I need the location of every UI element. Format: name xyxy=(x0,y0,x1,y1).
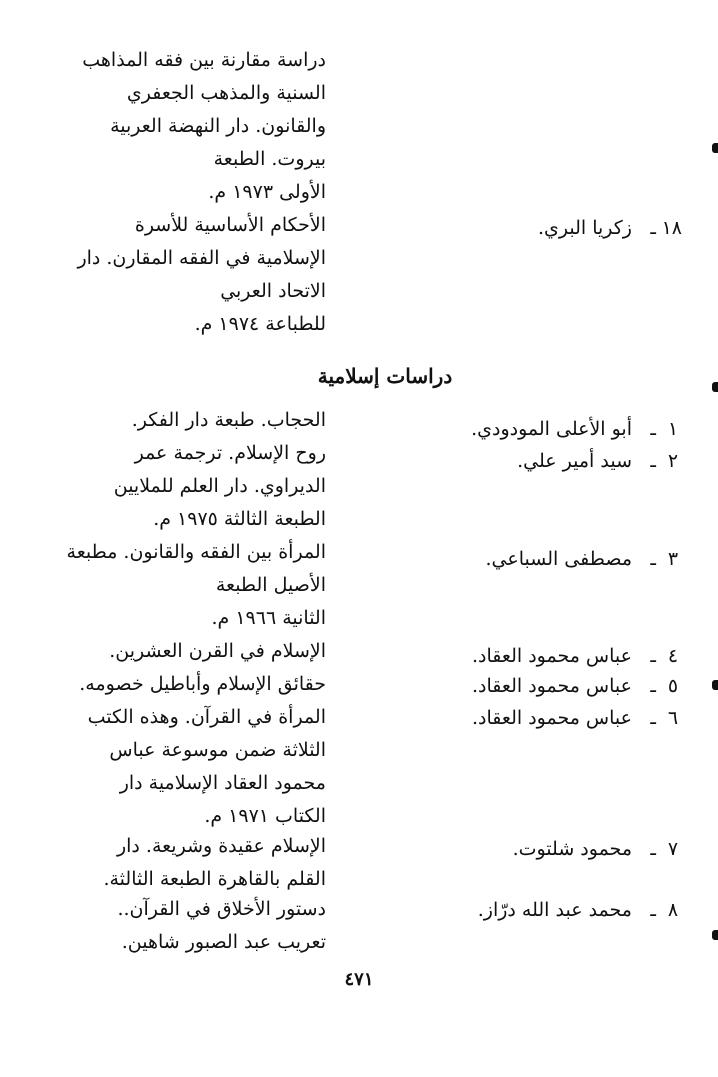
entry-number: ٢ xyxy=(667,450,679,472)
entry-number: ٦ xyxy=(667,707,679,729)
work-line: القلم بالقاهرة الطبعة الثالثة. xyxy=(103,868,326,890)
entry-number: ٤ xyxy=(667,645,679,667)
entry-author: عباس محمود العقاد. xyxy=(472,707,632,729)
work-line: الأصيل الطبعة xyxy=(215,574,326,596)
work-line: تعريب عبد الصبور شاهين. xyxy=(121,931,326,953)
work-line: دراسة مقارنة بين فقه المذاهب xyxy=(82,49,326,71)
entry-author: محمود شلتوت. xyxy=(512,838,632,860)
entry-number: ٣ xyxy=(667,548,679,570)
entry-dash: ـ xyxy=(650,450,656,472)
scan-edge-mark xyxy=(712,680,718,690)
work-line: السنية والمذهب الجعفري xyxy=(126,82,326,104)
entry-author: مصطفى السباعي. xyxy=(485,548,632,570)
work-line: الكتاب ١٩٧١ م. xyxy=(204,805,326,827)
work-line: المرأة بين الفقه والقانون. مطبعة xyxy=(66,541,326,563)
work-line: للطباعة ١٩٧٤ م. xyxy=(194,313,326,335)
work-line: محمود العقاد الإسلامية دار xyxy=(119,772,326,794)
entry-number: ٨ xyxy=(667,899,679,921)
scan-edge-mark xyxy=(712,930,718,940)
work-line: الثانية ١٩٦٦ م. xyxy=(211,607,326,629)
work-line: الإسلام في القرن العشرين. xyxy=(109,640,326,662)
work-line: الإسلامية في الفقه المقارن. دار xyxy=(77,247,326,269)
entry-3-works xyxy=(66,536,326,635)
entry-1-works xyxy=(86,404,326,437)
entry-author: محمد عبد الله درّاز. xyxy=(477,899,632,921)
entry-dash: ـ xyxy=(650,645,656,667)
page-number: ٤٧١ xyxy=(344,969,374,990)
work-line: الاتحاد العربي xyxy=(220,280,326,302)
work-line: والقانون. دار النهضة العربية xyxy=(110,115,326,137)
entry-number: ١ xyxy=(667,418,679,440)
work-line: بيروت. الطبعة xyxy=(213,148,326,170)
entry-author: أبو الأعلى المودودي. xyxy=(471,418,632,440)
work-line: الأحكام الأساسية للأسرة xyxy=(134,214,326,236)
entry-5-works xyxy=(79,668,326,701)
work-line: روح الإسلام. ترجمة عمر xyxy=(134,442,326,464)
entry-author: عباس محمود العقاد. xyxy=(472,645,632,667)
work-line: الثلاثة ضمن موسوعة عباس xyxy=(109,739,326,761)
entry-dash: ـ xyxy=(650,418,656,440)
scan-edge-mark xyxy=(712,382,718,392)
work-line: حقائق الإسلام وأباطيل خصومه. xyxy=(79,673,326,695)
entry-dash: ـ xyxy=(650,548,656,570)
work-line: الأولى ١٩٧٣ م. xyxy=(208,181,326,203)
work-line: دستور الأخلاق في القرآن.. xyxy=(117,898,326,920)
entry-author: زكريا البري. xyxy=(537,217,632,239)
entry-18-works xyxy=(77,44,326,341)
entry-number: ٧ xyxy=(667,838,679,860)
work-line: الحجاب. طبعة دار الفكر. xyxy=(131,409,326,431)
entry-2-works xyxy=(86,437,326,536)
entry-dash: ـ xyxy=(650,899,656,921)
work-line: المرأة في القرآن. وهذه الكتب xyxy=(87,706,326,728)
entry-author: سيد أمير علي. xyxy=(517,450,632,472)
section-heading xyxy=(0,364,718,388)
work-line: الديراوي. دار العلم للملايين xyxy=(113,475,326,497)
work-line: الإسلام عقيدة وشريعة. دار xyxy=(116,835,326,857)
entry-dash: ـ xyxy=(650,707,656,729)
entry-dash: ـ xyxy=(650,217,656,239)
entry-8-works xyxy=(86,893,326,959)
entry-7-works xyxy=(86,830,326,896)
scan-edge-mark xyxy=(712,143,718,153)
section-title: دراسات إسلامية xyxy=(317,364,453,388)
entry-number: ١٨ xyxy=(661,217,682,239)
entry-4-works xyxy=(86,635,326,668)
entry-dash: ـ xyxy=(650,838,656,860)
entry-author: عباس محمود العقاد. xyxy=(472,675,632,697)
work-line: الطبعة الثالثة ١٩٧٥ م. xyxy=(153,508,326,530)
entry-dash: ـ xyxy=(650,675,656,697)
entry-6-works xyxy=(86,701,326,833)
entry-number: ٥ xyxy=(667,675,679,697)
